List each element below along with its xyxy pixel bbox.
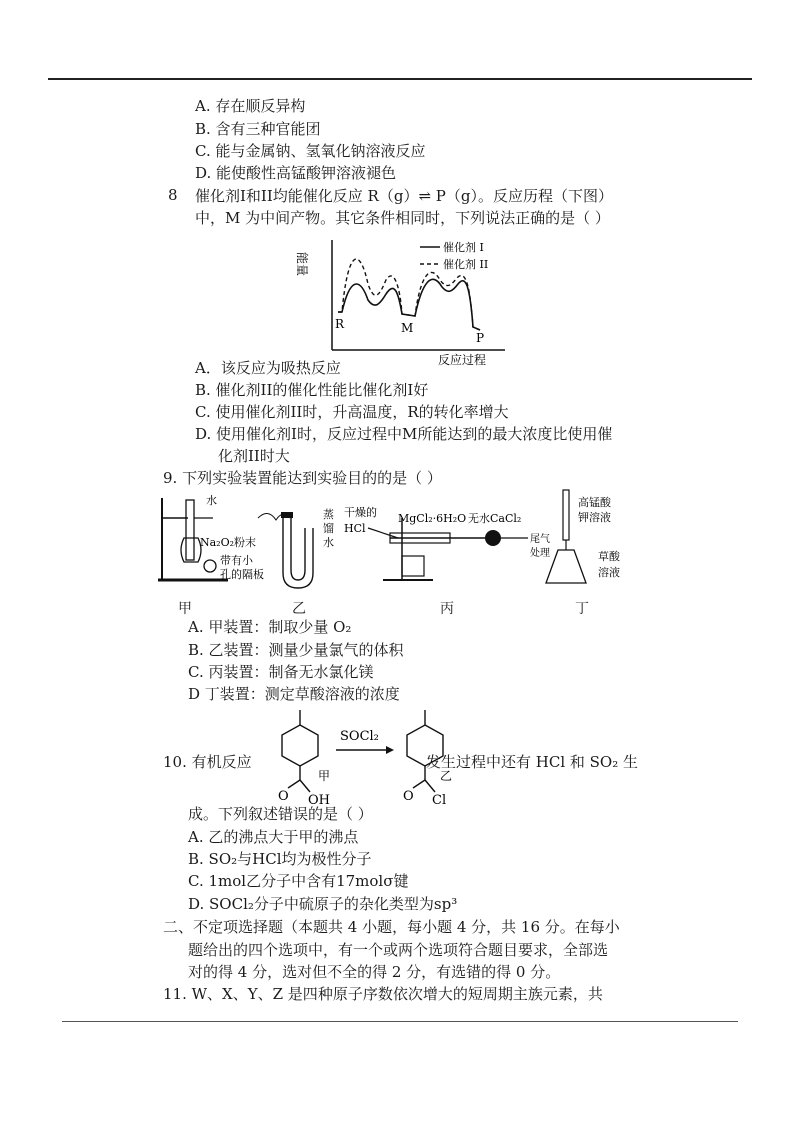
reactant-oh-label: OH — [308, 793, 330, 808]
x-axis-label: 反应过程 — [438, 353, 487, 367]
q7-option-d: D. 能使酸性高锰酸钾溶液褪色 — [195, 164, 397, 182]
jia-powder-label: Na₂O₂粉末 — [200, 536, 257, 549]
ding-kmno-label-1: 高锰酸 — [578, 496, 611, 509]
q11-stem: 11. W、X、Y、Z 是四种原子序数依次增大的短周期主族元素，共 — [163, 985, 603, 1003]
reactant-o-label: O — [278, 789, 289, 804]
label-m: M — [401, 321, 414, 335]
energy-profile-diagram — [280, 232, 510, 367]
q8-stem-line2: 中，M 为中间产物。其它条件相同时，下列说法正确的是（ ） — [195, 209, 610, 227]
section2-line3: 对的得 4 分，选对但不全的得 2 分，有选错的得 0 分。 — [188, 963, 561, 981]
legend-dashed-label: 催化剂 II — [443, 258, 489, 271]
bottom-rule — [62, 1021, 738, 1022]
yi-water-label-2: 馏 — [323, 522, 334, 535]
yi-water-label-1: 蒸 — [323, 508, 334, 521]
ding-acid-label-2: 溶液 — [598, 566, 620, 579]
reagent-label: SOCl₂ — [340, 729, 379, 744]
q10-stem-start: 10. 有机反应 — [163, 753, 252, 771]
bing-cacl-label: 无水CaCl₂ — [468, 512, 522, 525]
q10-option-c: C. 1mol乙分子中含有17molσ键 — [188, 872, 409, 890]
bing-mgcl-label: MgCl₂·6H₂O — [398, 512, 467, 525]
q9-option-b: B. 乙装置：测量少量氯气的体积 — [188, 641, 404, 659]
apparatus-jia — [158, 493, 264, 581]
q8-option-c: C. 使用催化剂II时，升高温度，R的转化率增大 — [195, 403, 509, 421]
section2-line1: 二、不定项选择题（本题共 4 小题，每小题 4 分，共 16 分。在每小 — [163, 918, 620, 936]
bing-hcl-label-1: 干燥的 — [344, 506, 377, 519]
product-cl-label: Cl — [432, 793, 447, 808]
product-o-label: O — [403, 789, 414, 804]
label-p: P — [476, 331, 485, 345]
q8-option-a: A．该反应为吸热反应 — [195, 359, 341, 377]
q10-stem-end: 发生过程中还有 HCl 和 SO₂ 生 — [426, 753, 639, 771]
q7-option-b: B. 含有三种官能团 — [195, 120, 321, 138]
apparatus-yi — [258, 507, 334, 588]
experiment-apparatus — [158, 488, 658, 600]
jia-water-label: 水 — [206, 494, 217, 507]
caption-ding: 丁 — [575, 601, 589, 617]
apparatus-ding — [546, 490, 621, 583]
caption-bing: 丙 — [440, 601, 454, 617]
q8-number: 8 — [168, 186, 178, 204]
q7-option-c: C. 能与金属钠、氢氧化钠溶液反应 — [195, 142, 426, 160]
y-axis-label: 能量 — [295, 252, 309, 277]
section2-line2: 题给出的四个选项中，有一个或两个选项符合题目要求，全部选 — [188, 941, 609, 959]
bing-out-label-1: 尾气 — [530, 534, 550, 545]
q10-option-a: A. 乙的沸点大于甲的沸点 — [188, 828, 359, 846]
jia-plate-label-2: 孔的隔板 — [220, 568, 264, 581]
q9-option-c: C. 丙装置：制备无水氯化镁 — [188, 663, 374, 681]
q9-option-a: A. 甲装置：制取少量 O₂ — [188, 618, 352, 636]
q8-option-d: D. 使用催化剂I时，反应过程中M所能达到的最大浓度比使用催 — [195, 425, 613, 443]
product-yi-label: 乙 — [440, 769, 453, 783]
q10-option-b: B. SO₂与HCl均为极性分子 — [188, 850, 372, 868]
caption-jia: 甲 — [178, 601, 192, 617]
yi-water-label-3: 水 — [323, 536, 334, 549]
q9-stem: 9. 下列实验装置能达到实验目的的是（ ） — [163, 469, 442, 487]
q8-stem-line1: 催化剂I和II均能催化反应 R（g）⇌ P（g）。反应历程（下图） — [195, 187, 613, 205]
q8-option-d-cont: 化剂II时大 — [218, 447, 290, 465]
legend-solid-label: 催化剂 I — [443, 241, 484, 254]
bing-out-label-2: 处理 — [530, 548, 550, 559]
q9-option-d: D 丁装置：测定草酸溶液的浓度 — [188, 685, 400, 703]
top-rule — [48, 78, 752, 80]
q10-stem-line2: 成。下列叙述错误的是（ ） — [188, 805, 373, 823]
reactant-jia-label: 甲 — [318, 769, 331, 783]
apparatus-bing — [344, 505, 550, 580]
q7-option-a: A. 存在顺反异构 — [195, 97, 306, 115]
q10-option-d: D. SOCl₂分子中硫原子的杂化类型为sp³ — [188, 895, 458, 913]
jia-plate-label-1: 带有小 — [220, 554, 253, 567]
bing-hcl-label-2: HCl — [344, 522, 366, 535]
caption-yi: 乙 — [292, 601, 306, 617]
label-r: R — [335, 317, 345, 331]
reactant-benzene-ring — [282, 725, 318, 766]
ding-acid-label-1: 草酸 — [598, 550, 620, 563]
ding-kmno-label-2: 钾溶液 — [578, 511, 611, 524]
q8-option-b: B. 催化剂II的催化性能比催化剂I好 — [195, 381, 429, 399]
